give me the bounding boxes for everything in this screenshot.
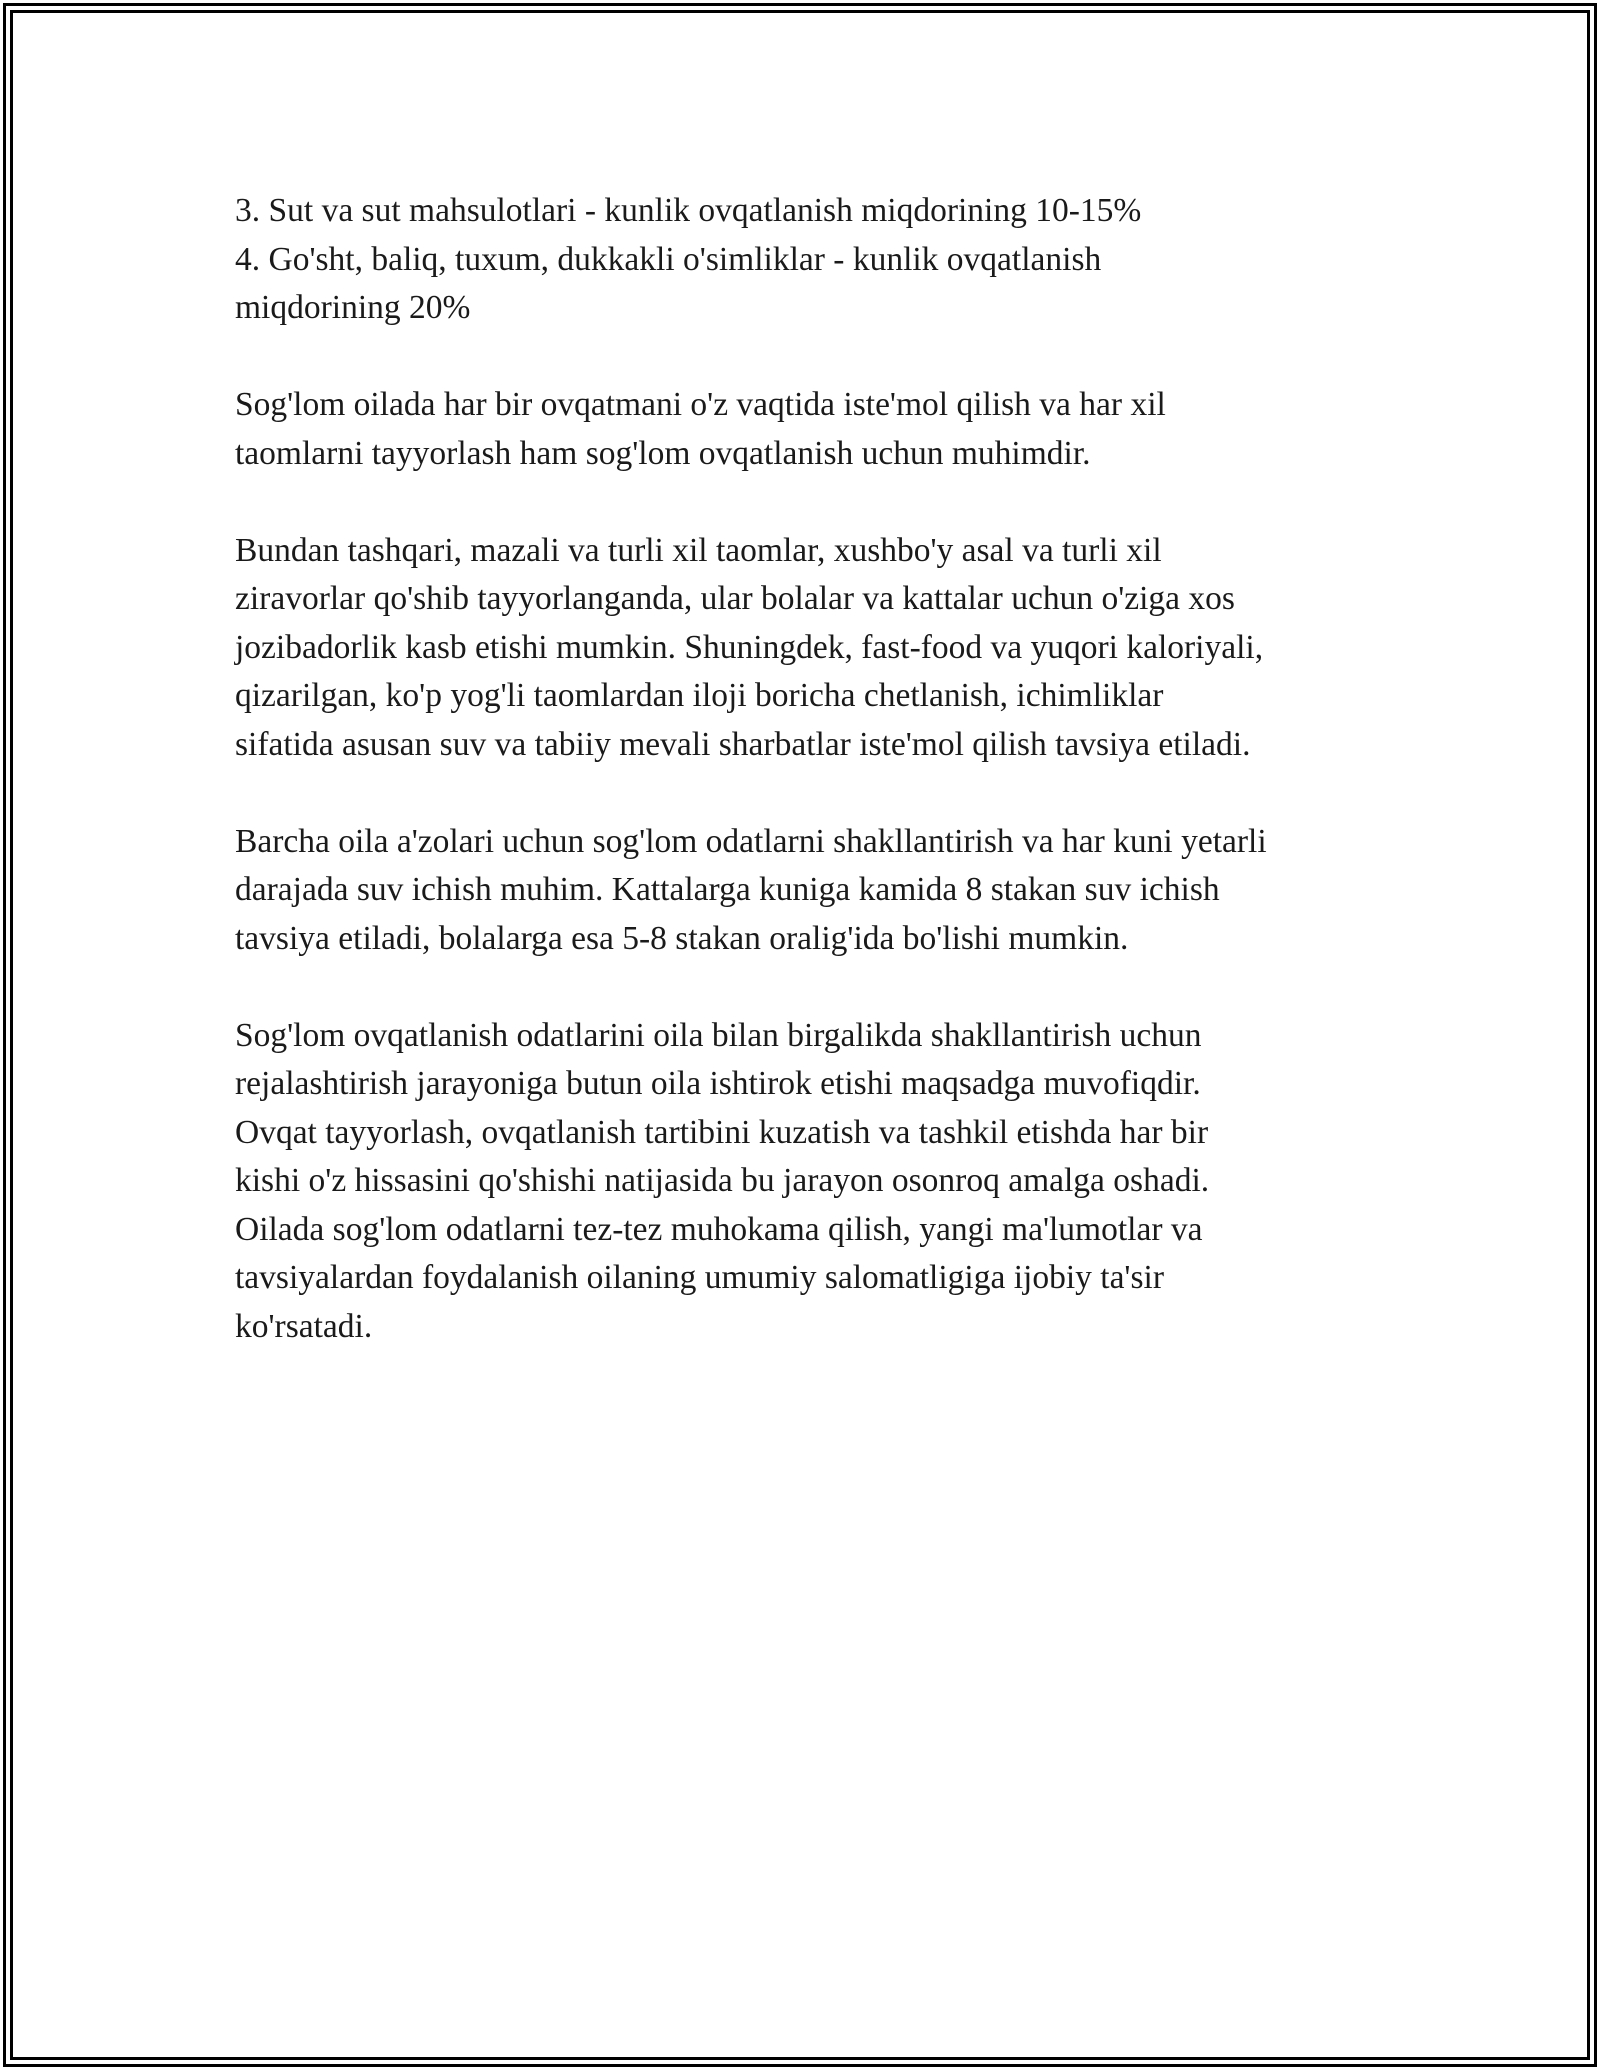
paragraph-food-groups: 3. Sut va sut mahsulotlari - kunlik ovqatlanish miqdorining 10-15% 4. Go'sht, baliq, tuxum, dukkakli o'simliklar - kunlik ovqatlanish miqdorining 20% [235, 192, 1142, 326]
paragraph-family-habits: Sog'lom ovqatlanish odatlarini oila bilan birgalikda shakllantirish uchun rejalashtirish jarayoniga butun oila ishtirok etishi maqsadga muvofiqdir. Ovqat tayyorlash, ovqatlanish tartibini kuzatish va tashkil etishda har bir kishi o'z hissasini qo'shishi natijasida bu jarayon osonroq amalga oshadi. Oilada sog'lom odatlarni tez-tez muhokama qilish, yangi ma'lumotlar va tavsiyalardan foydalanish oilaning umumiy salomatligiga ijobiy ta'sir ko'rsatadi. [235, 1016, 1210, 1345]
paragraph-food-variety: Bundan tashqari, mazali va turli xil taomlar, xushbo'y asal va turli xil ziravorlar qo'shib tayyorlanganda, ular bolalar va kattalar uchun o'ziga xos jozibadorlik kasb etishi mumkin. Shuningdek, fast-food va yuqori kaloriyali, qizarilgan, ko'p yog'li taomlardan iloji boricha chetlanish, ichimliklar sifatida asusan suv va tabiiy mevali sharbatlar iste'mol qilish tavsiya etiladi. [235, 531, 1264, 763]
paragraph-meal-timing: Sog'lom oilada har bir ovqatmani o'z vaqtida iste'mol qilish va har xil taomlarni tayyorlash ham sog'lom ovqatlanish uchun muhimdir. [235, 386, 1166, 472]
paragraph-water-intake: Barcha oila a'zolari uchun sog'lom odatlarni shakllantirish va har kuni yetarli darajada suv ichish muhim. Kattalarga kuniga kamida 8 stakan suv ichish tavsiya etiladi, bolalarga esa 5-8 stakan oralig'ida bo'lishi mumkin. [235, 822, 1267, 957]
document-body [235, 187, 1395, 1351]
